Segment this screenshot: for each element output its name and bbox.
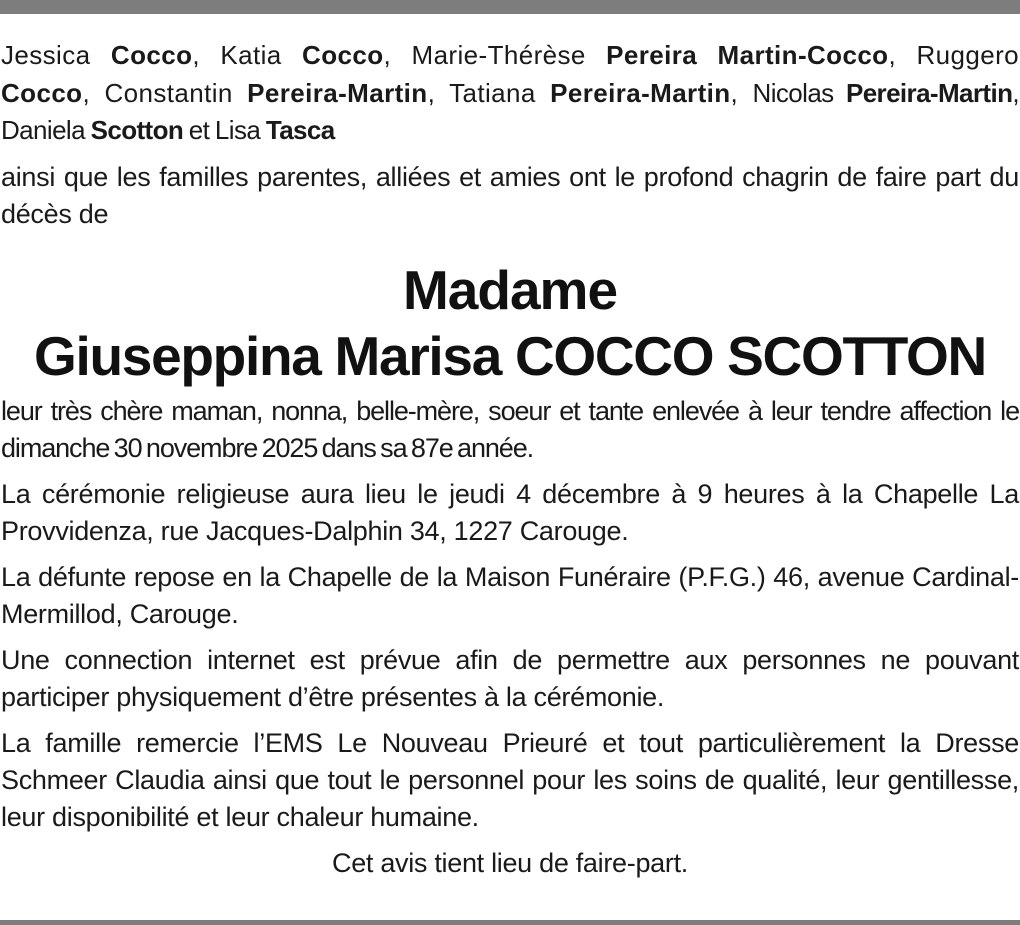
separator: , xyxy=(730,77,753,108)
rest-text: La défunte repose en la Chapelle de la Maison Funéraire (P.F.G.) 46, avenue Cardinal-Mermillod, Carouge. xyxy=(1,561,1019,629)
family-member xyxy=(104,78,449,108)
relation-text: leur très chère maman, nonna, belle-mère, soeur et tante enlevée à leur tendre affection le dimanche 30 novembre 2025 dans sa 87e année. xyxy=(1,395,1019,463)
first-name: Daniela xyxy=(1,115,85,145)
family-member xyxy=(1,115,215,145)
last-name: Cocco xyxy=(302,40,384,70)
deceased-heading xyxy=(1,257,1019,389)
last-name: Cocco xyxy=(110,40,193,70)
separator: , xyxy=(192,40,221,70)
separator: , xyxy=(888,40,917,70)
separator: , xyxy=(82,77,105,108)
first-name: Marie-Thérèse xyxy=(411,40,586,70)
first-name: Nicolas xyxy=(752,77,834,108)
family-member xyxy=(1,40,220,70)
last-name: Pereira-Martin xyxy=(550,77,731,108)
separator: , xyxy=(427,77,450,108)
last-name: Pereira-Martin xyxy=(247,77,428,108)
first-name: Tatiana xyxy=(449,77,536,108)
family-member xyxy=(412,40,917,70)
death-notice xyxy=(1,37,1019,891)
family-member xyxy=(449,78,752,108)
closing-text: Cet avis tient lieu de faire-part. xyxy=(332,847,688,878)
first-name: Lisa xyxy=(214,115,261,145)
family-member xyxy=(753,78,1020,108)
thanks-text: La famille remercie l’EMS Le Nouveau Prieuré et tout particulièrement la Dresse Schmeer Claudia ainsi que tout le personnel pour les soins de qualité, leur gentillesse, leur disponibilité et leur chaleur humaine. xyxy=(1,727,1019,832)
last-name: Scotton xyxy=(90,115,184,145)
deceased-name: Giuseppina Marisa COCCO SCOTTON xyxy=(34,324,986,387)
last-name: Pereira-Martin xyxy=(845,77,1013,108)
separator: , xyxy=(383,40,412,70)
family-member xyxy=(215,115,335,145)
last-name: Pereira Martin-Cocco xyxy=(606,40,889,70)
ceremony-text: La cérémonie religieuse aura lieu le jeudi 4 décembre à 9 heures à la Chapelle La Provvidenza, rue Jacques-Dalphin 34, 1227 Carouge. xyxy=(1,478,1019,546)
separator: , xyxy=(1012,77,1020,108)
family-names xyxy=(1,37,1019,150)
last-name: Cocco xyxy=(1,77,83,108)
top-rule xyxy=(0,0,1020,14)
honorific: Madame xyxy=(402,258,618,321)
first-name: Jessica xyxy=(1,40,91,70)
first-name: Ruggero xyxy=(916,40,1020,70)
internet-text: Une connection internet est prévue afin de permettre aux personnes ne pouvant participer physiquement d’être présentes à la cérémonie. xyxy=(1,644,1019,712)
separator: et xyxy=(183,115,215,145)
family-member xyxy=(220,40,411,70)
last-name: Tasca xyxy=(265,115,335,145)
first-name: Katia xyxy=(220,40,282,70)
intro-text: ainsi que les familles parentes, alliées et amies ont le profond chagrin de faire part du décès de xyxy=(1,161,1019,229)
bottom-rule xyxy=(0,920,1020,925)
first-name: Constantin xyxy=(104,77,233,108)
